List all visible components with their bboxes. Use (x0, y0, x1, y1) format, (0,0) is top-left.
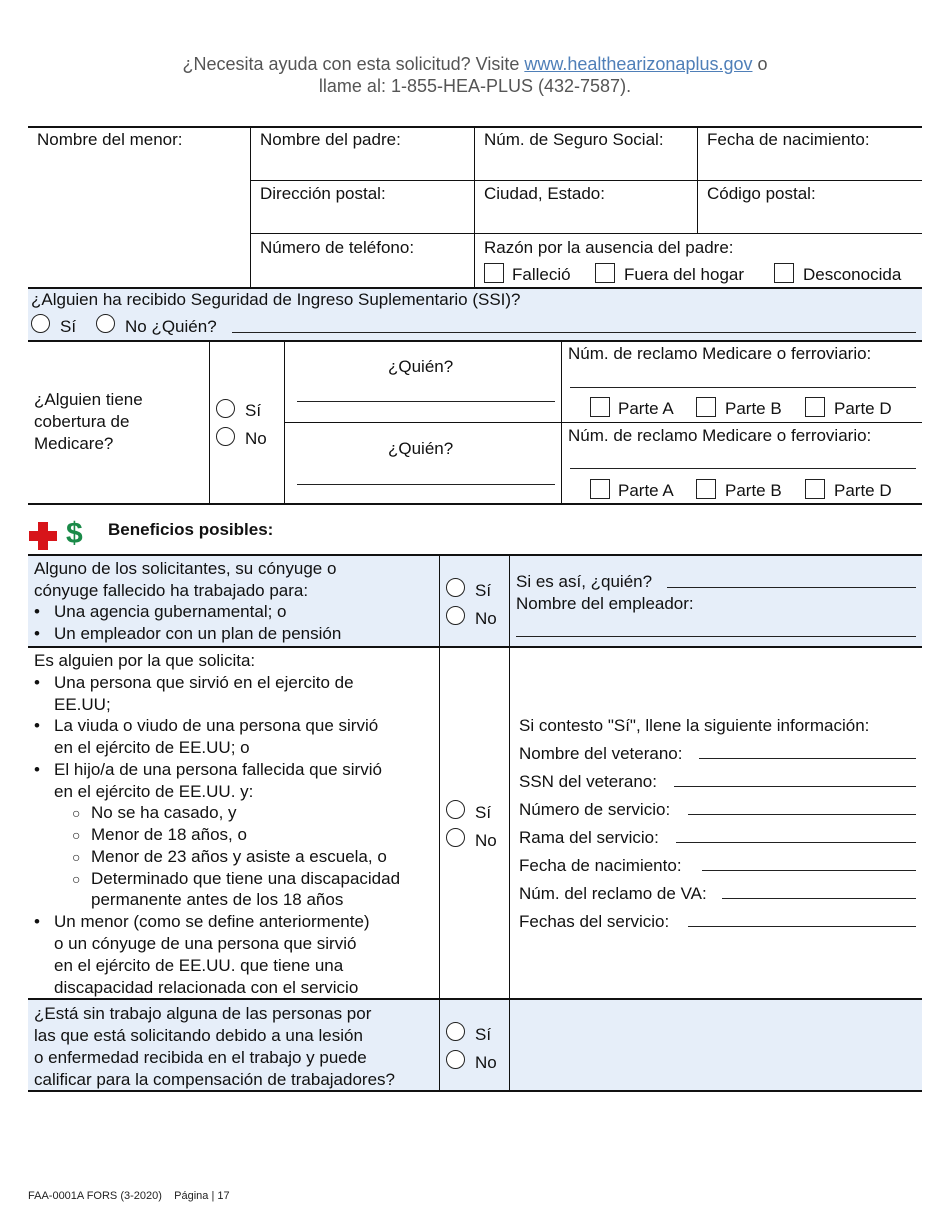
workers-comp-no-radio[interactable] (446, 1050, 465, 1069)
ssn-label: Núm. de Seguro Social: (484, 130, 664, 149)
ssi-who-field[interactable] (232, 332, 916, 333)
table-border (439, 555, 440, 1091)
table-border (251, 233, 922, 234)
unknown-checkbox[interactable] (774, 263, 794, 283)
deceased-label: Falleció (512, 265, 571, 284)
part-d-label-2: Parte D (834, 481, 892, 500)
table-border (561, 341, 562, 504)
part-a-checkbox-1[interactable] (590, 397, 610, 417)
medicare-claim-label-1: Núm. de reclamo Medicare o ferroviario: (568, 344, 872, 363)
veteran-bullet-3b: en el ejército de EE.UU. y: (54, 782, 254, 801)
mailing-address-label: Dirección postal: (260, 184, 386, 203)
veteran-name-field[interactable] (699, 758, 916, 759)
table-border (250, 126, 251, 288)
part-b-checkbox-1[interactable] (696, 397, 716, 417)
ssi-yes-label: Sí (60, 317, 77, 336)
veteran-bullet-2b: en el ejército de EE.UU; o (54, 738, 250, 757)
gov-question-line-1: Alguno de los solicitantes, su cónyuge o (34, 559, 337, 578)
service-dates-field[interactable] (688, 926, 916, 927)
part-b-label-1: Parte B (725, 399, 782, 418)
parent-name-label: Nombre del padre: (260, 130, 401, 149)
dob-label: Fecha de nacimiento: (707, 130, 870, 149)
workers-comp-yes-radio[interactable] (446, 1022, 465, 1041)
help-header (0, 53, 950, 97)
gov-who-label: Si es así, ¿quién? (516, 572, 653, 591)
gov-bullet-2: Un empleador con un plan de pensión (54, 624, 342, 643)
red-cross-icon (29, 522, 57, 550)
service-branch-label: Rama del servicio: (519, 828, 659, 847)
bullet-icon: • (34, 760, 40, 779)
veteran-yes-label: Sí (475, 803, 492, 822)
part-a-label-1: Parte A (618, 399, 674, 418)
bullet-icon: • (34, 912, 40, 931)
table-border (285, 422, 922, 423)
page-number: Página | 17 (174, 1190, 230, 1202)
medicare-no-label: No (245, 429, 267, 448)
table-border (209, 341, 210, 504)
bullet-icon: • (34, 716, 40, 735)
help-line-1: ¿Necesita ayuda con esta solicitud? Visite www.healthearizonaplus.gov o (182, 54, 768, 74)
gov-question-line-2: cónyuge fallecido ha trabajado para: (34, 581, 309, 600)
table-border (474, 126, 475, 288)
dollar-icon: $ (66, 517, 83, 550)
bullet-icon: • (34, 602, 40, 621)
phone-label: Número de teléfono: (260, 238, 415, 257)
medicare-yes-label: Sí (245, 401, 262, 420)
table-border (28, 646, 922, 648)
benefits-title: Beneficios posibles: (108, 520, 274, 539)
help-line-2: llame al: 1-855-HEA-PLUS (432-7587). (318, 76, 632, 96)
workers-comp-question-line-2: las que está solicitando debido a una lesión (34, 1026, 363, 1045)
gov-bullet-1: Una agencia gubernamental; o (54, 602, 287, 621)
gov-no-label: No (475, 609, 497, 628)
medicare-claim-field-1[interactable] (570, 387, 916, 388)
veteran-bullet-2a: La viuda o viudo de una persona que sirvió (54, 716, 379, 735)
deceased-checkbox[interactable] (484, 263, 504, 283)
medicare-question-line-1: ¿Alguien tiene (34, 390, 143, 409)
medicare-who-field-1[interactable] (297, 401, 555, 402)
veteran-bullet-1a: Una persona que sirvió en el ejercito de (54, 673, 354, 692)
workers-comp-question-line-1: ¿Está sin trabajo alguna de las personas por (34, 1004, 372, 1023)
part-d-label-1: Parte D (834, 399, 892, 418)
bullet-icon: • (34, 673, 40, 692)
out-of-home-checkbox[interactable] (595, 263, 615, 283)
employer-name-label: Nombre del empleador: (516, 594, 694, 613)
va-claim-label: Núm. del reclamo de VA: (519, 884, 707, 903)
workers-comp-no-label: No (475, 1053, 497, 1072)
veteran-sub-2: Menor de 18 años, o (91, 825, 247, 844)
unknown-label: Desconocida (803, 265, 902, 284)
table-border (509, 555, 510, 1091)
table-border (251, 180, 922, 181)
sub-bullet-icon: ○ (72, 849, 81, 865)
veteran-bullet-4b: o un cónyuge de una persona que sirvió (54, 934, 357, 953)
part-a-checkbox-2[interactable] (590, 479, 610, 499)
ssi-no-who-label: No ¿Quién? (125, 317, 217, 336)
ssi-no-radio[interactable] (96, 314, 115, 333)
part-b-label-2: Parte B (725, 481, 782, 500)
veteran-yes-radio[interactable] (446, 800, 465, 819)
veteran-intro: Es alguien por la que solicita: (34, 651, 256, 670)
sub-bullet-icon: ○ (72, 827, 81, 843)
sub-bullet-icon: ○ (72, 805, 81, 821)
gov-yes-label: Sí (475, 581, 492, 600)
veteran-bullet-3a: El hijo/a de una persona fallecida que sirvió (54, 760, 382, 779)
veteran-bullet-1b: EE.UU; (54, 695, 111, 714)
part-d-checkbox-2[interactable] (805, 479, 825, 499)
veteran-sub-4b: permanente antes de los 18 años (91, 890, 344, 909)
veteran-no-label: No (475, 831, 497, 850)
veteran-sub-1: No se ha casado, y (91, 803, 237, 822)
veteran-ssn-label: SSN del veterano: (519, 772, 657, 791)
part-a-label-2: Parte A (618, 481, 674, 500)
table-border (28, 340, 922, 342)
medicare-question-line-2: cobertura de (34, 412, 130, 431)
city-state-label: Ciudad, Estado: (484, 184, 605, 203)
gov-no-radio[interactable] (446, 606, 465, 625)
workers-comp-yes-label: Sí (475, 1025, 492, 1044)
table-border (28, 554, 922, 556)
absence-reason-label: Razón por la ausencia del padre: (484, 238, 734, 257)
medicare-claim-field-2[interactable] (570, 468, 916, 469)
veteran-sub-3: Menor de 23 años y asiste a escuela, o (91, 847, 387, 866)
va-claim-field[interactable] (722, 898, 916, 899)
child-name-label: Nombre del menor: (37, 130, 183, 149)
medicare-yes-radio[interactable] (216, 399, 235, 418)
out-of-home-label: Fuera del hogar (624, 265, 745, 284)
ssi-yes-radio[interactable] (31, 314, 50, 333)
sub-bullet-icon: ○ (72, 871, 81, 887)
medicare-who-label-2: ¿Quién? (388, 439, 454, 458)
veteran-no-radio[interactable] (446, 828, 465, 847)
bullet-icon: • (34, 624, 40, 643)
service-number-label: Número de servicio: (519, 800, 671, 819)
medicare-who-field-2[interactable] (297, 484, 555, 485)
gov-yes-radio[interactable] (446, 578, 465, 597)
medicare-who-label-1: ¿Quién? (388, 357, 454, 376)
medicare-no-radio[interactable] (216, 427, 235, 446)
medicare-question-line-3: Medicare? (34, 434, 114, 453)
website-link[interactable]: www.healthearizonaplus.gov (524, 54, 753, 74)
medicare-claim-label-2: Núm. de reclamo Medicare o ferroviario: (568, 426, 872, 445)
veteran-bullet-4d: discapacidad relacionada con el servicio (54, 978, 359, 997)
service-branch-field[interactable] (676, 842, 916, 843)
part-d-checkbox-1[interactable] (805, 397, 825, 417)
veteran-sub-4a: Determinado que tiene una discapacidad (91, 869, 401, 888)
table-border (284, 341, 285, 504)
form-id: FAA-0001A FORS (3-2020) (28, 1190, 162, 1202)
veteran-name-label: Nombre del veterano: (519, 744, 683, 763)
veteran-dob-field[interactable] (702, 870, 916, 871)
table-border (28, 126, 922, 128)
part-b-checkbox-2[interactable] (696, 479, 716, 499)
workers-comp-question-line-3: o enfermedad recibida en el trabajo y puede (34, 1048, 367, 1067)
table-border (28, 503, 922, 505)
service-number-field[interactable] (688, 814, 916, 815)
ssi-question: ¿Alguien ha recibido Seguridad de Ingreso Suplementario (SSI)? (31, 290, 521, 309)
page-footer (28, 1190, 230, 1202)
veteran-bullet-4c: en el ejército de EE.UU. que tiene una (54, 956, 344, 975)
employer-name-field[interactable] (516, 636, 916, 637)
workers-comp-question-line-4: calificar para la compensación de trabajadores? (34, 1070, 395, 1089)
veteran-bullet-4a: Un menor (como se define anteriormente) (54, 912, 370, 931)
veteran-dob-label: Fecha de nacimiento: (519, 856, 682, 875)
table-border (697, 126, 698, 234)
gov-who-field[interactable] (667, 587, 916, 588)
veteran-fill-info: Si contesto "Sí", llene la siguiente información: (519, 716, 870, 735)
zip-label: Código postal: (707, 184, 816, 203)
veteran-ssn-field[interactable] (674, 786, 916, 787)
service-dates-label: Fechas del servicio: (519, 912, 670, 931)
